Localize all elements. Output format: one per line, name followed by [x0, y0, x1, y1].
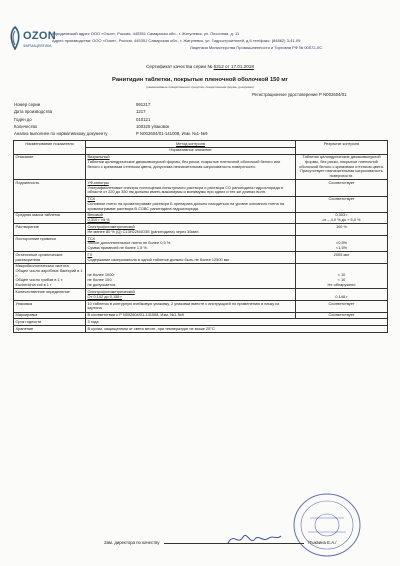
row-method: Спектрофотометрический	[87, 224, 135, 230]
row-result-value: 0,148 г	[335, 293, 348, 299]
row-norm: 3 года	[86, 319, 388, 326]
production-address: Адрес производства: ООО «Озон», Россия, 445351 Самарская обл., г. Жигулевск, ул. Гидростроителей, д.6 тел/факс: (84862) 3-41-09	[52, 38, 301, 43]
signature	[224, 530, 284, 548]
row-method: ТСХ	[87, 235, 96, 241]
row-name: Растворение	[14, 224, 86, 236]
table-header-row	[14, 141, 388, 148]
row-norm-text: Ультрафиолетовые спектры поглощения испытуемого раствора и раствора СО ранитидина гидрохлорида в области от 220 до 350 нм должны иметь максимумы и минимумы при одних и тех же длинах волн.	[87, 184, 283, 195]
row-norm: В соответствии с Р N002604/01-141008, Изм. №1-№9	[86, 312, 296, 319]
row-norm: В сухом, защищенном от света месте, при температуре не выше 25°С	[86, 326, 388, 333]
row-result	[296, 212, 388, 224]
row-result: 100 %	[296, 224, 388, 236]
header-method-label: Метод контроля	[176, 140, 205, 146]
row-norm-text: Не менее 80 % (Q) C13H22N4O3S (ранитидина) через 30мин.	[87, 228, 200, 234]
signatory-title: Зам. директора по качеству	[104, 540, 160, 545]
table-row	[14, 301, 388, 313]
row-result-value: Не обнаружено	[327, 281, 356, 287]
table-row	[14, 312, 388, 319]
row-norm: 10 таблеток в контурную ячейковую упаковку, 2 упаковки вместе с инструкцией по применению в пачку из картона	[86, 301, 296, 313]
logo-text: OZON	[23, 30, 56, 42]
row-result-value: < 10	[337, 277, 346, 283]
table-row	[14, 319, 388, 326]
signature-line	[104, 540, 336, 545]
table-row	[14, 263, 388, 289]
row-result-value: <0,5%	[335, 240, 348, 246]
product-caption: (наименование лекарственного средства, лекарственная форма, дозировка)	[146, 85, 254, 89]
row-name: Посторонние примеси	[14, 236, 86, 252]
certificate-title	[0, 64, 400, 69]
row-subname: Escherichia coli в 1 г	[15, 282, 52, 288]
logo-subtitle: ФАРМАЦЕВТИКА	[23, 44, 52, 48]
row-result: Таблетки цилиндрические двояковыпуклой формы, без риски, покрытые пленочной оболочкой белого с кремовым оттенком цвета. Присутствует незначительная шероховатость поверхности.	[296, 154, 388, 180]
info-label: Номер серии	[14, 102, 41, 107]
registration-certificate: Регистрационное удостоверение Р N002604/01	[252, 92, 347, 97]
row-subname: Общее число грибов в 1 г:	[15, 277, 64, 283]
row-norm	[86, 196, 296, 212]
row-norm	[86, 154, 296, 180]
certificate-title-prefix: Сертификат качества серии №	[146, 64, 213, 69]
info-value: Р N002604/01-141008, Изм. №1-№9	[136, 131, 208, 137]
product-name: Ранитидин таблетки, покрытые пленочной оболочкой 150 мг	[112, 77, 288, 83]
row-norm-text: От 0,142 до 0,158 г	[87, 293, 122, 299]
row-result: Соответствует	[296, 180, 388, 196]
row-name: Хранение	[14, 326, 86, 333]
table-row	[14, 212, 388, 224]
row-name	[14, 263, 86, 289]
row-result-value: < 10	[337, 272, 346, 278]
specification-table	[13, 140, 388, 333]
row-norm-text: Любое дополнительное пятно не более 0,5 %.	[87, 240, 172, 246]
license-line: Лицензия Министерства Промышленности и Торговли РФ № 00072-ЛС	[190, 45, 323, 50]
row-name-text: Микробиологическая чистота	[15, 263, 69, 269]
row-result: Соответствует	[296, 301, 388, 313]
row-norm-text: 0,310 г ±5 %	[87, 217, 110, 223]
row-method: ТСХ	[87, 196, 96, 202]
signatory-name: /Тыквина Е.А./	[307, 540, 337, 545]
row-norm-text: Содержание изопропанола в одной таблетке должно быть не более 12500 мкг	[87, 256, 230, 262]
ozon-logo-icon	[8, 26, 22, 50]
legal-address: Юридический адрес ООО «Озон», Россия, 445351 Самарская обл., г. Жигулевск, ул. Песочная, д. 11	[52, 31, 240, 36]
row-result	[296, 289, 388, 301]
row-norm	[86, 263, 296, 289]
header-method	[86, 141, 296, 148]
row-subname: Общее число аэробных бактерий в 1 г:	[15, 268, 83, 278]
row-name: Маркировка	[14, 312, 86, 319]
table-row	[14, 236, 388, 252]
row-name: Средняя масса таблеток	[14, 212, 86, 224]
row-norm-text: Таблетки цилиндрические двояковыпуклой формы, без риски, покрытые пленочной оболочкой белого или белого с кремовым оттенком цвета, допустима незначительная шероховатость поверхности.	[87, 159, 281, 169]
info-value: 991217	[136, 102, 151, 107]
row-norm	[86, 236, 296, 252]
info-label: Анализ выполнен по нормативному документу	[14, 131, 108, 137]
row-name: Остаточные органические растворители	[14, 252, 86, 264]
row-result-value: <1,5%	[335, 244, 348, 250]
row-result-range: от – 4,0 % до + 5,0 %	[322, 217, 361, 223]
row-norm-text: не более 100;	[87, 277, 113, 283]
info-label: Дата производства	[14, 109, 52, 115]
header-indicator: Наименование показателя	[14, 141, 86, 155]
row-name: Подлинность	[14, 180, 86, 213]
row-name: Описание	[14, 154, 86, 180]
row-norm-text: не допускается.	[87, 281, 117, 287]
table-row	[14, 252, 388, 264]
info-value: 1217	[136, 109, 146, 115]
row-norm-text: Сумма примесей не более 1,5 %.	[87, 244, 148, 250]
row-name: Упаковка	[14, 301, 86, 313]
info-value: 010121	[136, 116, 151, 122]
row-norm-text: не более 1000;	[87, 272, 115, 278]
header-norm: Нормативное значение	[86, 147, 296, 154]
info-value: 100325 упаковок	[136, 123, 170, 129]
row-result	[296, 263, 388, 289]
row-result	[296, 236, 388, 252]
row-name: Срок годности	[14, 319, 86, 326]
table-row	[14, 180, 388, 196]
row-name: Количественное определение	[14, 289, 86, 301]
row-norm	[86, 289, 296, 301]
table-row	[14, 326, 388, 333]
row-method: Весовой	[87, 212, 103, 218]
row-norm	[86, 180, 296, 196]
company-logo	[8, 20, 56, 58]
row-norm	[86, 252, 296, 264]
row-norm-text: Основное пятно на хроматограмме раствора Б препарата должно находиться на уровне основного пятна на хроматограмме раствора В СОВС ранитидина гидрохлорида.	[87, 200, 285, 211]
row-norm	[86, 224, 296, 236]
header-result: Результат контроля	[296, 141, 388, 155]
table-row	[14, 224, 388, 236]
row-method: УФ-спектры	[87, 179, 109, 185]
table-row	[14, 289, 388, 301]
row-norm	[86, 212, 296, 224]
row-result-value: 0,303 г	[335, 212, 348, 218]
table-row	[14, 154, 388, 180]
company-stamp	[290, 490, 364, 560]
row-method: Спектрофотометрический	[87, 289, 135, 295]
row-result: 2005 мкг	[296, 252, 388, 264]
row-method: Визуальный	[87, 154, 110, 160]
info-label: Количество	[14, 123, 38, 129]
row-result: Соответствует	[296, 196, 388, 212]
info-label: Годен до	[14, 116, 32, 122]
row-result: Соответствует	[296, 312, 388, 319]
certificate-number: 6312 от 17.01.2018	[213, 64, 254, 69]
row-method: ГХ	[87, 251, 93, 257]
